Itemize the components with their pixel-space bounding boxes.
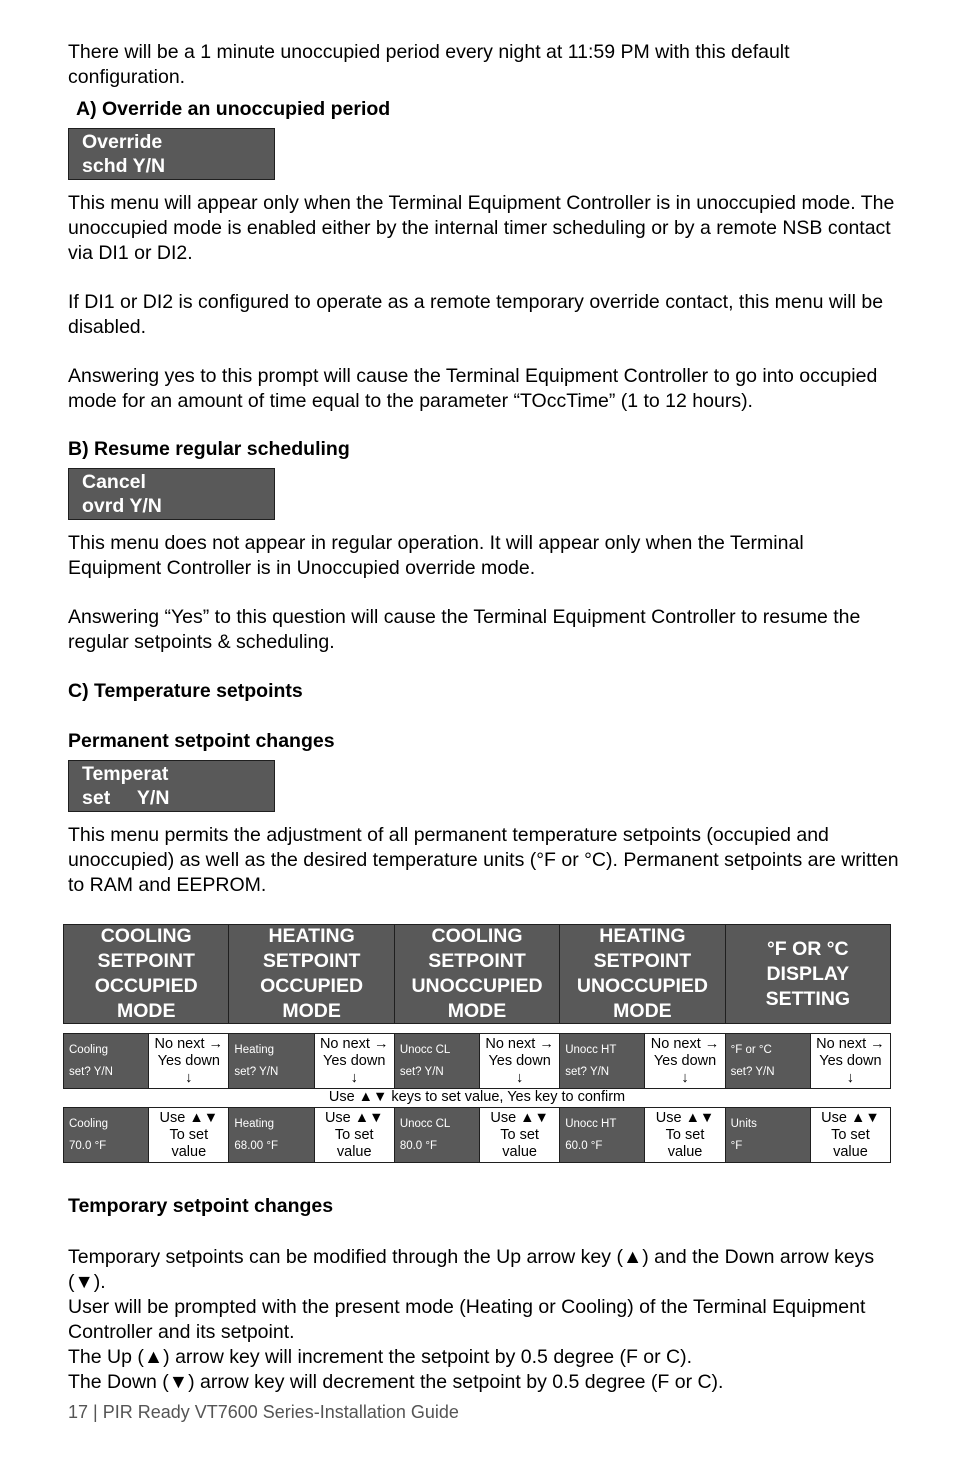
override-schedule-lcd (68, 128, 275, 180)
action-line: Use ▲▼ (490, 1109, 549, 1126)
section-b-heading: B) Resume regular scheduling (68, 438, 350, 460)
permanent-setpoint-subheading: Permanent setpoint changes (68, 730, 335, 752)
down-arrow-icon: ↓ (515, 1069, 524, 1086)
value-action-unocc-cl (480, 1108, 560, 1162)
lcd-line-1: Temperat (82, 763, 169, 785)
section-a-paragraph-1: This menu will appear only when the Terminal Equipment Controller is in unoccupied mode. The unoccupied mode is enabled either by the internal timer scheduling or by a remote NSB contact via DI1 or DI2. (68, 192, 895, 264)
screen-line: Unocc HT (565, 1118, 617, 1130)
screen-line: set? Y/N (399, 1066, 444, 1078)
temporary-setpoint-text (68, 1245, 898, 1395)
header-text: MODE (447, 1000, 507, 1022)
action-line: To set (334, 1126, 374, 1143)
screen-line: Units (730, 1118, 757, 1130)
screen-line: Unocc CL (399, 1118, 451, 1130)
screen-line: Heating (234, 1118, 275, 1130)
screen-line: °F (730, 1140, 743, 1152)
temperature-set-lcd (68, 760, 275, 812)
screen-line: °F or °C (730, 1044, 772, 1056)
screen-line: set? Y/N (730, 1066, 775, 1078)
prompt-screen-cooling (64, 1034, 149, 1088)
screen-line: set? Y/N (565, 1066, 610, 1078)
value-action-units (811, 1108, 890, 1162)
action-line: value (502, 1143, 537, 1160)
header-text: COOLING (431, 925, 523, 947)
section-a-paragraph-2: If DI1 or DI2 is configured to operate as a remote temporary override contact, this menu will be disabled. (68, 291, 884, 338)
prompt-action-heating (315, 1034, 395, 1088)
value-screen-units (726, 1108, 811, 1162)
action-line: value (336, 1143, 372, 1160)
temporary-line: The Up (▲) arrow key will increment the setpoint by 0.5 degree (F or C). (68, 1346, 693, 1368)
header-text: SETPOINT (97, 950, 195, 972)
screen-line: set? Y/N (234, 1066, 279, 1078)
value-screen-heating (229, 1108, 314, 1162)
down-arrow-icon: ↓ (350, 1069, 358, 1086)
screen-line: 70.0 °F (69, 1140, 107, 1152)
section-c-paragraph-1: This menu permits the adjustment of all permanent temperature setpoints (occupied and unoccupied) as well as the desired temperature units (°F or °C). Permanent setpoints are written to RAM and EEPROM. (68, 824, 899, 896)
prompt-screen-heating (229, 1034, 314, 1088)
value-screen-unocc-cl (395, 1108, 480, 1162)
lcd-line-1: Override (82, 131, 163, 153)
temporary-line: User will be prompted with the present mode (Heating or Cooling) of the Terminal Equipment Controller and its setpoint. (68, 1296, 866, 1343)
header-text: COOLING (100, 925, 192, 947)
lcd-line-1: Cancel (82, 471, 146, 493)
header-text: MODE (116, 1000, 176, 1022)
intro-paragraph: There will be a 1 minute unoccupied period every night at 11:59 PM with this default configuration. (68, 41, 790, 88)
header-text: SETPOINT (262, 950, 361, 972)
action-line: value (667, 1143, 703, 1160)
prompt-screen-units (726, 1034, 811, 1088)
screen-line: Unocc CL (399, 1044, 451, 1056)
temporary-setpoint-heading: Temporary setpoint changes (68, 1195, 334, 1217)
down-arrow-icon: ↓ (681, 1069, 689, 1086)
action-line: Yes down (157, 1052, 220, 1069)
header-text: DISPLAY (766, 962, 850, 985)
lcd-line-2: schd Y/N (82, 155, 166, 177)
header-text: OCCUPIED (260, 975, 364, 997)
prompt-action-units (811, 1034, 890, 1088)
header-text: UNOCCUPIED (411, 975, 543, 997)
setpoint-prompt-row (63, 1033, 891, 1089)
action-line: Yes down (323, 1052, 386, 1069)
header-text: SETPOINT (428, 950, 526, 972)
section-b-paragraph-1: This menu does not appear in regular operation. It will appear only when the Terminal Equipment Controller is in Unoccupied override mode. (68, 532, 804, 579)
screen-line: 80.0 °F (399, 1140, 438, 1152)
action-line: No next → (319, 1035, 389, 1052)
header-text: HEATING (599, 925, 686, 947)
lcd-line-2: ovrd Y/N (82, 495, 162, 517)
action-line: Yes down (819, 1052, 882, 1069)
prompt-action-unocc-cl (480, 1034, 560, 1088)
action-line: Yes down (653, 1052, 717, 1069)
action-line: Use ▲▼ (821, 1109, 880, 1126)
action-line: Use ▲▼ (655, 1109, 715, 1126)
screen-line: 68.00 °F (234, 1140, 279, 1152)
screen-line: set? Y/N (69, 1066, 113, 1078)
set-value-instruction: Use ▲▼ keys to set value, Yes key to confirm (328, 1089, 626, 1105)
header-text: SETPOINT (593, 950, 692, 972)
header-text: MODE (282, 1000, 341, 1022)
section-a-heading: A) Override an unoccupied period (76, 98, 391, 120)
action-line: No next → (154, 1035, 224, 1052)
down-arrow-icon: ↓ (185, 1069, 193, 1086)
header-cooling-occupied (64, 925, 229, 1023)
prompt-action-cooling (149, 1034, 229, 1088)
action-line: Use ▲▼ (159, 1109, 219, 1126)
page-footer: 17 | PIR Ready VT7600 Series-Installation Guide (68, 1402, 459, 1422)
prompt-action-unocc-ht (645, 1034, 725, 1088)
action-line: To set (500, 1126, 539, 1143)
screen-line: Heating (234, 1044, 275, 1056)
header-text: UNOCCUPIED (576, 975, 708, 997)
header-text: OCCUPIED (94, 975, 198, 997)
header-text: MODE (613, 1000, 672, 1022)
header-text: SETTING (765, 987, 851, 1010)
header-heating-occupied (229, 925, 394, 1023)
action-line: No next → (650, 1035, 720, 1052)
screen-line: Cooling (69, 1044, 108, 1056)
value-screen-unocc-ht (560, 1108, 645, 1162)
header-cooling-unoccupied (395, 925, 560, 1023)
header-text: HEATING (268, 925, 355, 947)
value-action-heating (315, 1108, 395, 1162)
value-action-unocc-ht (645, 1108, 725, 1162)
setpoint-table-header (63, 924, 891, 1024)
section-b-paragraph-2: Answering “Yes” to this question will cause the Terminal Equipment Controller to resume the regular setpoints & scheduling. (68, 606, 861, 653)
temporary-line: The Down (▼) arrow key will decrement the setpoint by 0.5 degree (F or C). (68, 1371, 724, 1393)
action-line: Use ▲▼ (324, 1109, 384, 1126)
screen-line: Unocc HT (565, 1044, 617, 1056)
cancel-override-lcd (68, 468, 275, 520)
section-a-paragraph-3: Answering yes to this prompt will cause the Terminal Equipment Controller to go into occupied mode for an amount of time equal to the parameter “TOccTime” (1 to 12 hours). (68, 365, 878, 412)
action-line: value (171, 1143, 207, 1160)
prompt-screen-unocc-ht (560, 1034, 645, 1088)
action-line: To set (665, 1126, 705, 1143)
action-line: value (833, 1143, 868, 1160)
screen-line: Cooling (69, 1118, 108, 1130)
action-line: No next → (485, 1035, 554, 1052)
action-line: Yes down (488, 1052, 551, 1069)
temporary-line: Temporary setpoints can be modified through the Up arrow key (▲) and the Down arrow keys (▼). (68, 1246, 875, 1293)
action-line: To set (169, 1126, 209, 1143)
setpoint-value-row (63, 1107, 891, 1163)
value-action-cooling (149, 1108, 229, 1162)
action-line: No next → (816, 1035, 885, 1052)
header-text: °F OR °C (766, 937, 849, 960)
header-heating-unoccupied (560, 925, 725, 1023)
lcd-line-2: set Y/N (82, 787, 170, 809)
screen-line: 60.0 °F (565, 1140, 603, 1152)
header-display-units (726, 925, 890, 1023)
section-c-heading: C) Temperature setpoints (68, 680, 303, 702)
prompt-screen-unocc-cl (395, 1034, 480, 1088)
action-line: To set (831, 1126, 870, 1143)
down-arrow-icon: ↓ (846, 1069, 855, 1086)
value-screen-cooling (64, 1108, 149, 1162)
